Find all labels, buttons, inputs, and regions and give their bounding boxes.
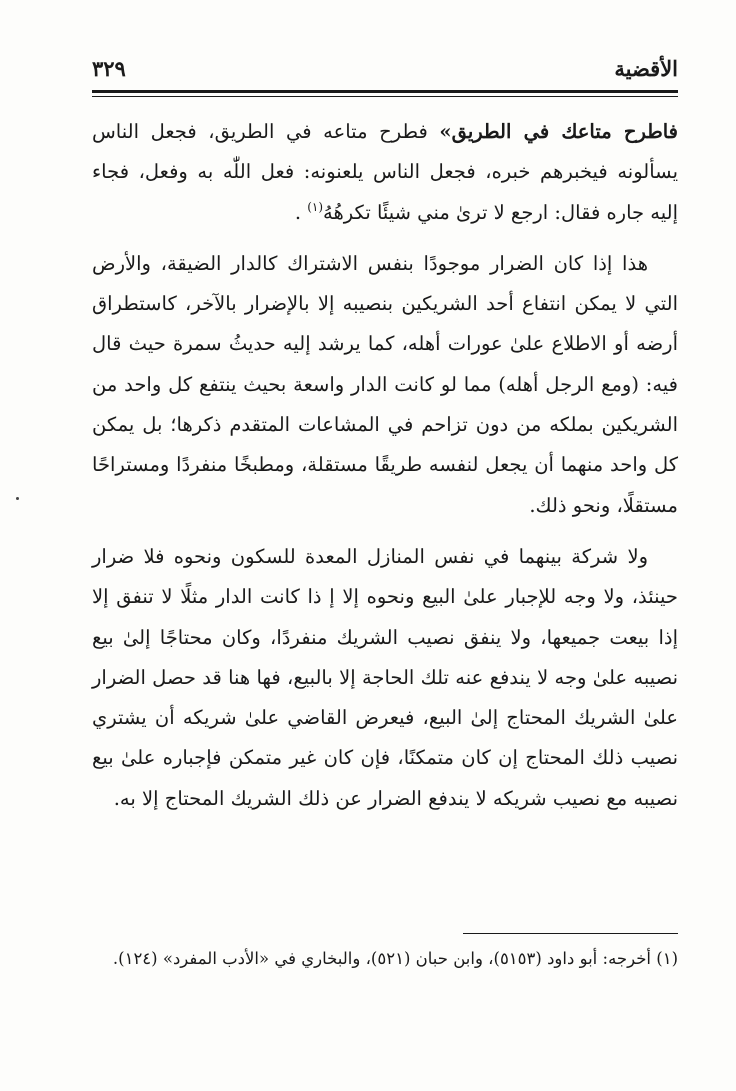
paragraph-3 [92, 537, 678, 819]
paragraph-2 [92, 244, 678, 526]
paragraph-1 [92, 112, 678, 233]
header-rule-thin [92, 96, 678, 97]
footnote-reference[interactable]: (١) [307, 199, 324, 214]
footnote-separator [463, 933, 678, 934]
paragraph-text: فطرح متاعه في الطريق، فجعل الناس يسألونه فيخبرهم خبره، فجعل الناس يلعنونه: فعل اللّٰه به وفعل، فجاء إليه جاره فقال: ارجع لا ترىٰ مني شيئًا تكرهُهُ [92, 120, 678, 224]
footnote-text: (١) أخرجه: أبو داود (٥١٥٣)، وابن حبان (٥٢١)، والبخاري في «الأدب المفرد» (١٢٤). [112, 949, 678, 968]
paragraph-tail: . [294, 200, 308, 224]
paragraph-text: ولا شركة بينهما في نفس المنازل المعدة للسكون ونحوه فلا ضرار حينئذ، ولا وجه للإجبار علىٰ البيع ونحوه إلا إ ذا كانت الدار مثلًا لا تنفق إلا إذا بيعت جميعها، ولا ينفق نصيب الشريك منفردًا، وكان محتاجًا إلىٰ بيع نصيبه علىٰ وجه لا يندفع عنه تلك الحاجة إلا بالبيع، فها هنا قد حصل الضرار علىٰ الشريك المحتاج إلىٰ البيع، فيعرض القاضي علىٰ شريكه أن يشتري نصيب ذلك المحتاج إن كان متمكنًا، فإن كان غير متمكن فإجباره علىٰ بيع نصيبه مع نصيب شريكه لا يندفع الضرار عن ذلك الشريك المحتاج إلا به. [92, 544, 678, 810]
header-rule-thick [92, 90, 678, 93]
main-text [92, 112, 678, 819]
page-number: ٣٢٩ [92, 56, 126, 81]
paragraph-text: هذا إذا كان الضرار موجودًا بنفس الاشتراك كالدار الضيقة، والأرض التي لا يمكن انتفاع أحد الشريكين بنصيبه إلا بالإضرار بالآخر، كاستطراق أرضه أو الاطلاع علىٰ عورات أهله، كما يرشد إليه حديثُ سمرة حيث قال فيه: (ومع الرجل أهله) مما لو كانت الدار واسعة بحيث ينتفع كل واحد من الشريكين بملكه من دون تزاحم في المشاعات المتقدم ذكرها؛ بل يمكن كل واحد منهما أن يجعل لنفسه طريقًا مستقلة، ومطبخًا منفردًا ومستراحًا مستقلًا، ونحو ذلك. [92, 251, 678, 517]
bold-lead: فاطرح متاعك في الطريق» [439, 120, 679, 143]
scan-speck [16, 497, 19, 500]
running-header [92, 50, 678, 86]
chapter-title: الأقضية [614, 56, 678, 81]
footnote [92, 942, 678, 976]
